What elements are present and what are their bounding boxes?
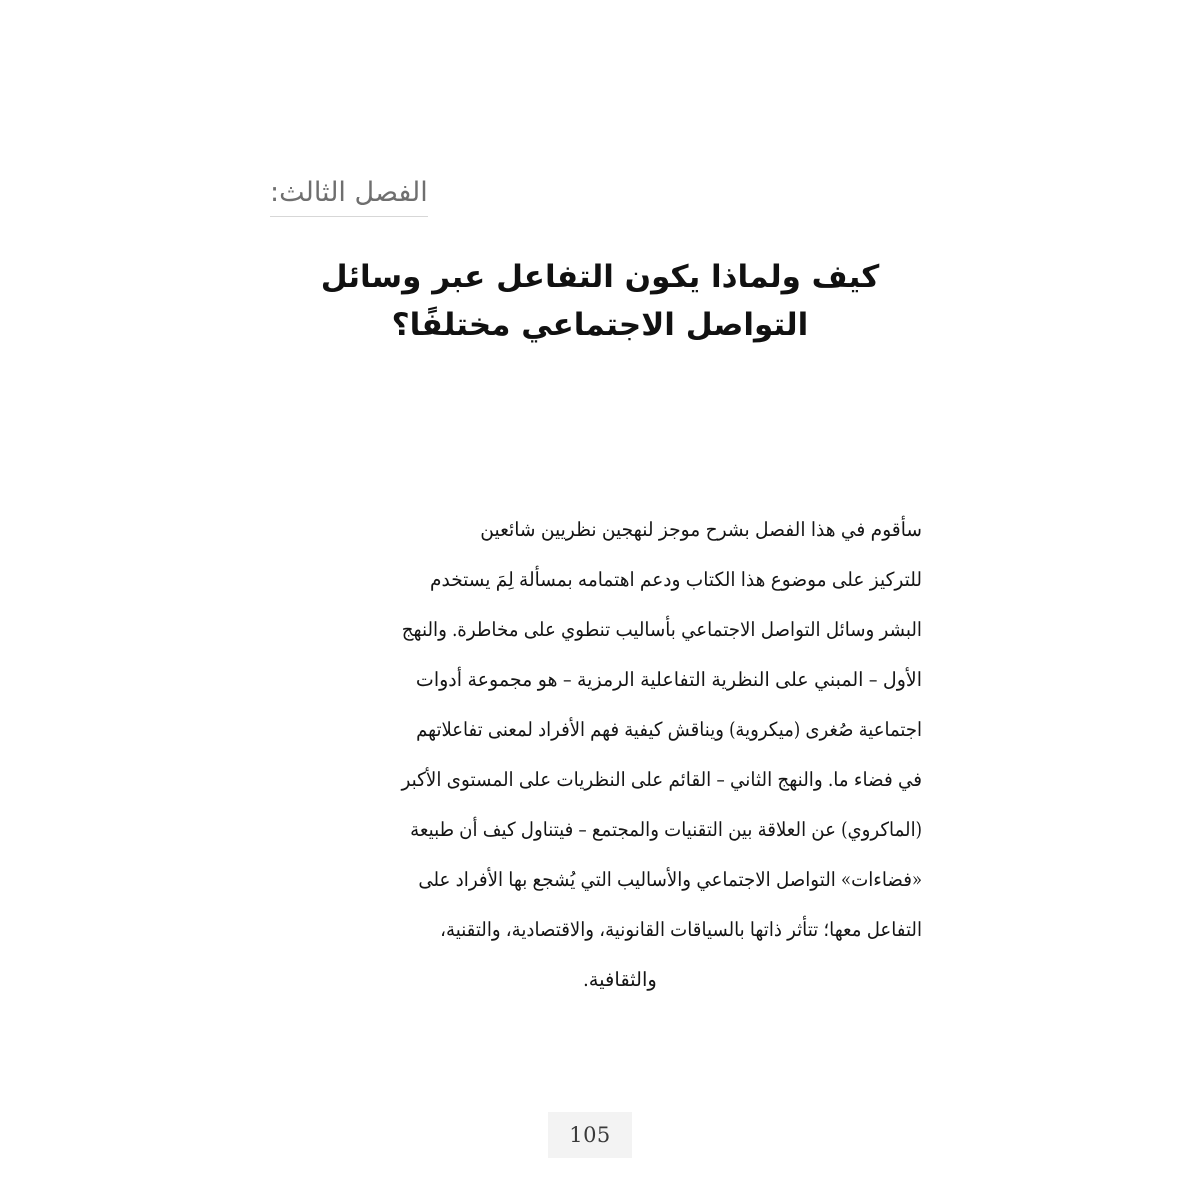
page-number: 105 — [569, 1123, 611, 1147]
body-line: والثقافية. — [583, 968, 657, 991]
chapter-label: الفصل الثالث: — [270, 176, 428, 217]
body-line: «فضاءات» التواصل الاجتماعي والأساليب التي يُشجع بها الأفراد على — [418, 868, 922, 891]
body-line: اجتماعية صُغرى (ميكروية) ويناقش كيفية فهم الأفراد لمعنى تفاعلاتهم — [416, 718, 922, 741]
body-line: سأقوم في هذا الفصل بشرح موجز لنهجين نظريين شائعين — [480, 518, 922, 541]
body-line: في فضاء ما. والنهج الثاني – القائم على النظريات على المستوى الأكبر — [401, 768, 922, 791]
body-paragraph — [318, 505, 922, 1005]
chapter-eyebrow — [270, 176, 930, 217]
body-line: (الماكروي) عن العلاقة بين التقنيات والمجتمع – فيتناول كيف أن طبيعة — [410, 818, 922, 841]
page-title — [270, 253, 930, 349]
body-line: البشر وسائل التواصل الاجتماعي بأساليب تنطوي على مخاطرة. والنهج — [401, 618, 922, 641]
page-title-line-2: التواصل الاجتماعي مختلفًا؟ — [391, 306, 809, 343]
body-line: الأول – المبني على النظرية التفاعلية الرمزية – هو مجموعة أدوات — [415, 668, 922, 691]
page-title-line-1: كيف ولماذا يكون التفاعل عبر وسائل — [320, 258, 880, 295]
body-line: للتركيز على موضوع هذا الكتاب ودعم اهتمامه بمسألة لِمَ يستخدم — [430, 568, 922, 591]
page-number-box — [548, 1112, 632, 1158]
body-line: التفاعل معها؛ تتأثر ذاتها بالسياقات القانونية، والاقتصادية، والتقنية، — [440, 918, 922, 941]
